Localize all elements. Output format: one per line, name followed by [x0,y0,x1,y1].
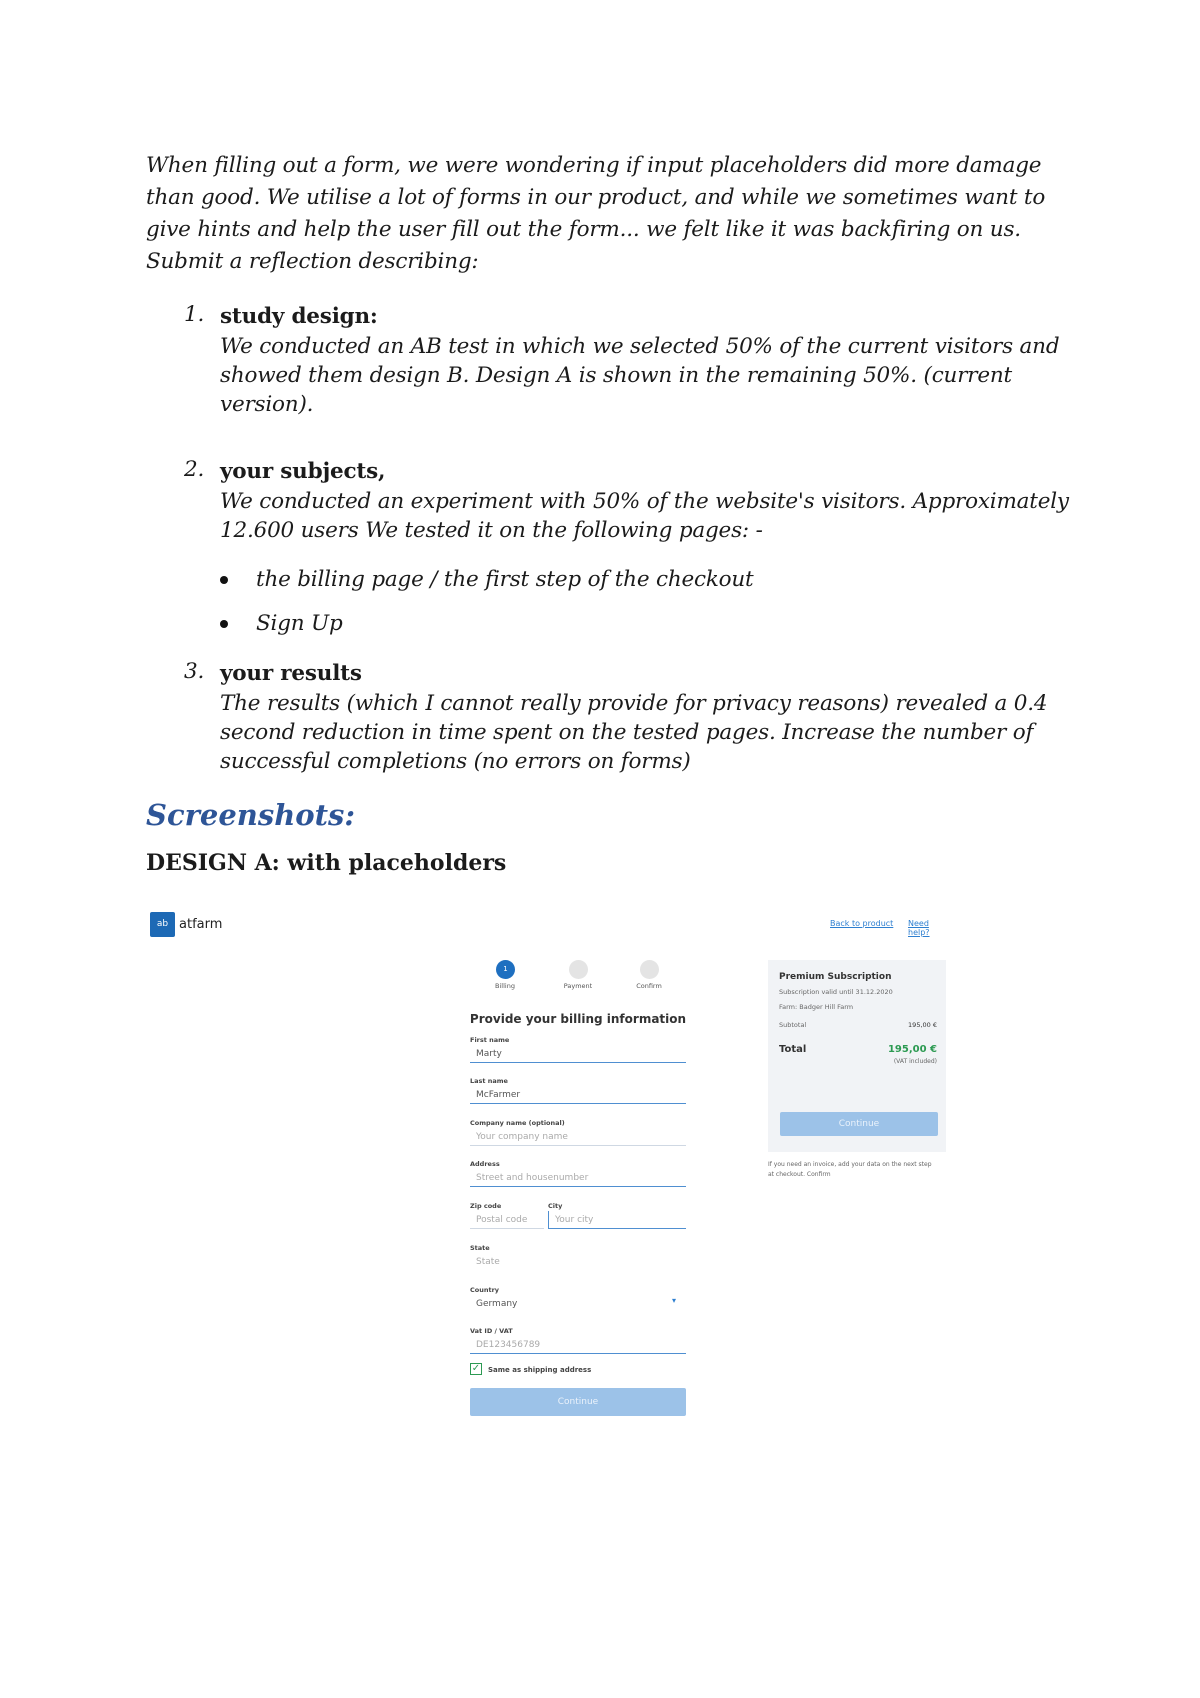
company-field[interactable]: Your company name [470,1128,686,1146]
state-label: State [470,1244,490,1252]
subtotal-value: 195,00 € [908,1021,937,1029]
summary-validity: Subscription valid until 31.12.2020 [779,988,893,996]
screenshots-heading: Screenshots: [146,798,356,832]
total-value: 195,00 € [887,1044,937,1055]
intro-paragraph: When filling out a form, we were wondering if input placeholders did more damage than good. We utilise a lot of forms in our product, and while we sometimes want to give hints and help the user fill out the form... we felt like it was backfiring on us. [146,153,1046,242]
bullet-list [146,565,1076,639]
invoice-note: If you need an invoice, add your data on the next step at checkout. Confirm [768,1161,932,1178]
step-payment-label: Payment [563,982,593,990]
step-billing-icon: 1 [496,960,515,979]
country-label: Country [470,1286,500,1294]
form-title: Provide your billing information [469,1012,687,1026]
vat-label: Vat ID / VAT [470,1327,513,1335]
question-list [146,659,1076,776]
summary-title: Premium Subscription [779,972,892,982]
last-name-field[interactable]: McFarmer [470,1086,686,1104]
address-field[interactable]: Street and housenumber [470,1169,686,1187]
document-body [146,150,1076,876]
question-item [146,457,1076,545]
continue-button[interactable]: Continue [470,1388,686,1416]
bullet-icon [220,620,228,628]
summary-farm: Farm: Badger Hill Farm [779,1003,854,1011]
vat-note: (VAT included) [893,1058,937,1065]
step-confirm-label: Confirm [636,982,662,990]
vat-field[interactable]: DE123456789 [470,1336,686,1354]
bullet-icon [220,576,228,584]
design-a-heading: DESIGN A: with placeholders [146,850,507,876]
back-to-product-link[interactable]: Back to product [830,919,894,928]
logo-icon: ab [150,912,175,937]
subtotal-label: Subtotal [779,1021,807,1029]
design-a-screenshot [150,912,950,1452]
bullet-item: Sign Up [146,609,1076,639]
bullet-item: the billing page / the first step of the checkout [146,565,1076,595]
intro [146,150,1076,278]
step-confirm-icon [640,960,659,979]
total-label: Total [779,1044,807,1055]
question-number: 2. [184,457,205,482]
zip-field[interactable]: Postal code [470,1211,544,1229]
checkmark-icon[interactable]: ✓ [471,1363,481,1374]
logo-text: atfarm [179,917,223,932]
question-heading: your subjects, [220,459,386,484]
city-field[interactable]: Your city [548,1211,686,1229]
question-item [146,659,1076,776]
address-label: Address [470,1160,500,1168]
question-number: 1. [184,302,205,327]
question-list [146,302,1076,545]
question-item [146,302,1076,419]
last-name-label: Last name [470,1077,508,1085]
chevron-down-icon[interactable]: ▾ [672,1296,677,1305]
step-payment-icon [569,960,588,979]
first-name-field[interactable]: Marty [470,1045,686,1063]
question-heading: your results [220,661,362,686]
summary-continue-button[interactable]: Continue [780,1112,938,1136]
question-text: We conducted an experiment with 50% of the website's visitors. Approximately 12.600 users We tested it on the following pages: - [220,489,1069,543]
intro-prompt: Submit a reflection describing: [146,249,479,274]
question-heading: study design: [220,304,378,329]
company-label: Company name (optional) [470,1119,565,1127]
need-help-link[interactable]: Need help? [908,919,930,937]
question-text: We conducted an AB test in which we selected 50% of the current visitors and showed them design B. Design A is shown in the remaining 50%. (current version). [220,334,1060,417]
zip-label: Zip code [470,1202,502,1210]
state-field[interactable]: State [476,1257,500,1267]
city-label: City [548,1202,563,1210]
question-text: The results (which I cannot really provide for privacy reasons) revealed a 0.4 second reduction in time spent on the tested pages. Increase the number of successful completions (no errors on forms) [220,691,1048,774]
step-billing-label: Billing [495,982,515,990]
question-number: 3. [184,659,205,684]
first-name-label: First name [470,1036,510,1044]
country-select[interactable]: Germany [476,1299,518,1309]
same-as-shipping-label: Same as shipping address [488,1366,592,1374]
